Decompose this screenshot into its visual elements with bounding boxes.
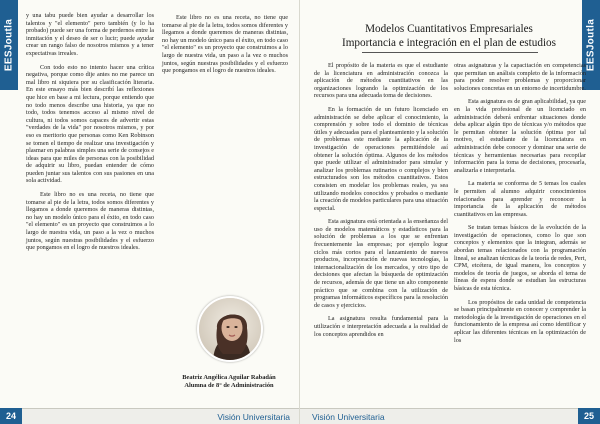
article-title-line-1: Modelos Cuantitativos Empresariales (365, 23, 533, 35)
author-portrait-icon (199, 298, 263, 362)
author-photo (197, 296, 263, 362)
paragraph: Este libro no es una receta, no tiene que tomarse al pie de la letra, todos somos diferentes y llegamos a donde queremos de maneras distintas, no hay un modelo único para el éxito, en todo caso "el elemento" es un proyecto que construimos a lo largo de nuestra vida, un paso a la vez o muchos juntos, según nuestras posibilidades y el esfuerzo que pongamos en el logro de nuestros ideales. (26, 191, 154, 252)
left-column-1 (26, 12, 154, 258)
author-credit (166, 374, 292, 390)
spine-label: EESJoutla (585, 18, 597, 72)
paragraph: Este libro no es una receta, no tiene que tomarse al pie de la letra, todos somos diferentes y llegamos a donde queremos de maneras distintas, no hay un modelo único para el éxito, en todo caso "el elemento" es un proyecto que construimos a lo largo de nuestra vida, un paso a la vez o muchos juntos, según nuestras posibilidades y el esfuerzo que pongamos en el logro de nuestros ideales. (162, 14, 288, 75)
paragraph: Esta asignatura es de gran aplicabilidad, ya que en la vida profesional de un licenciado en administración deberá enfrentar situaciones donde deba aplicar algún tipo de técnicas y/o métodos que le permitan obtener la solución óptima por tal motivo, el estudiante de la licenciatura en administración debe conocer y dominar una serie de técnicas y herramientas necesarias para recopilar información para la toma de decisiones, procesarla, analizarla e interpretarla. (454, 98, 586, 174)
article-title-line-2: Importancia e integración en el plan de estudios (341, 37, 557, 49)
paragraph: Se tratan temas básicos de la evolución de la investigación de operaciones, como lo que son conceptos y elementos que la integran, además se abordan temas relacionados con la programación lineal, se analizan técnicas de la teoría de redes, Pert, CPM, etcétera, de igual manera, los conceptos y modelos de teoría de juegos, se aborda el tema de líneas de espera donde se estudian las estructuras básicas de esta técnica. (454, 224, 586, 293)
right-column-2 (454, 62, 586, 350)
title-divider (362, 52, 538, 53)
journal-name-left: Visión Universitaria (217, 412, 290, 422)
paragraph: El propósito de la materia es que el estudiante de la licenciatura en administración conozca la aplicación de métodos cuantitativos en las organizaciones logrando la optimización de los recursos para una adecuada toma de decisiones. (314, 62, 448, 100)
paragraph: Los propósitos de cada unidad de competencia se basan principalmente en conocer y comprender la metodología de la investigación de operaciones en el funcionamiento de la empresa así como identificar y aplicar las diferentes técnicas en la optimización de los (454, 298, 586, 344)
paragraph: Esta asignatura está orientada a la enseñanza del uso de modelos matemáticos y estadísticos para la solución de problemas a los que se enfrentan frecuentemente las empresas; por ejemplo lograr ciclos más cortos para el lanzamiento de nuevos productos, incorporación de nuevas tecnologías, la internacionalización de los mercados, y otro tipo de decisiones que afectan la búsqueda de optimización de recursos, además de que tiene un alto componente práctico que se combina con la utilización de programas informáticos específicos para la resolución de casos y ejercicios. (314, 218, 448, 309)
author-name: Beatriz Angélica Aguilar Rabadán (182, 374, 276, 381)
spine-label: EESJoutla (3, 18, 15, 72)
right-page (300, 0, 600, 424)
right-column-1 (314, 62, 448, 344)
author-role: Alumna de 8° de Administración (184, 382, 274, 389)
journal-name-right: Visión Universitaria (312, 412, 385, 422)
paragraph: La asignatura resulta fundamental para la utilización e interpretación adecuada a la realidad de los conceptos aprendidos en (314, 315, 448, 338)
paragraph: En la formación de un futuro licenciado en administración se debe aplicar el conocimiento, la comprensión y sobre todo el dominio de técnicas útiles y adecuadas para el planteamiento y la solución de problemas este mediante la aplicación de la investigación de operaciones permitiéndole así obtener la solución óptima. Algunos de los métodos que puede utilizar el administrador para simular y analizar los problemas rutinarios o complejos y bien estructurados son los métodos cuantitativos. Estos consisten en modelar los problemas reales, ya sea utilizando modelos conocidos y probados o mediante la creación de modelos particulares para una situación especial. (314, 105, 448, 212)
article-title (320, 22, 578, 50)
page-number-right: 25 (578, 408, 600, 424)
paragraph: y una tabu puede bien ayudar a desarrollar los talentos y "el elemento" pero también (y lo ha probado) puede ser una forma de perdernos entre la inmitación y el deseo de ser o lucir; puede ayudar crear un rango falso de nosotros mismos y a tener expectativas irreales. (26, 12, 154, 57)
spine-tab-left (0, 0, 18, 90)
paragraph: Con todo esto no intento hacer una crítica negativa, porque como dije antes no me parece un mal libro ni siquiera por su clasificación literaria. En este ensayo más bien describí las reflexiones que hice en base a mi lectura, porque entiendo que no todo menos describe una historia, ya que no todo, todos tenemos acceso al mismo nivel de cultura, ni todos somos capaces de advertir estas "verdades de la vida" por nosotros mismos, y por eso es meritorio que personas como Ken Robinson se tomen el tiempo de realizar una investigación y plasmar en palabras simples una serie de consejos e ideas para que miles de personas con la posibilidad de adquirir su libro, puedan entender de cómo pueden juntar sus talentos con sus pasiones en una sola actividad. (26, 63, 154, 185)
left-column-2 (162, 14, 288, 81)
paragraph: La materia se conforma de 5 temas los cuales le permiten al alumno adquirir conocimientos relacionados para aprender y reconocer la importancia de la aplicación de métodos cuantitativos en las empresas. (454, 180, 586, 218)
page-number-left: 24 (0, 408, 22, 424)
paragraph: otras asignaturas y la capacitación en competencias que permitan un análisis completo de la información para poder resolver problemas y proporcionar soluciones concretas en un entorno de incertidumbre. (454, 62, 586, 92)
